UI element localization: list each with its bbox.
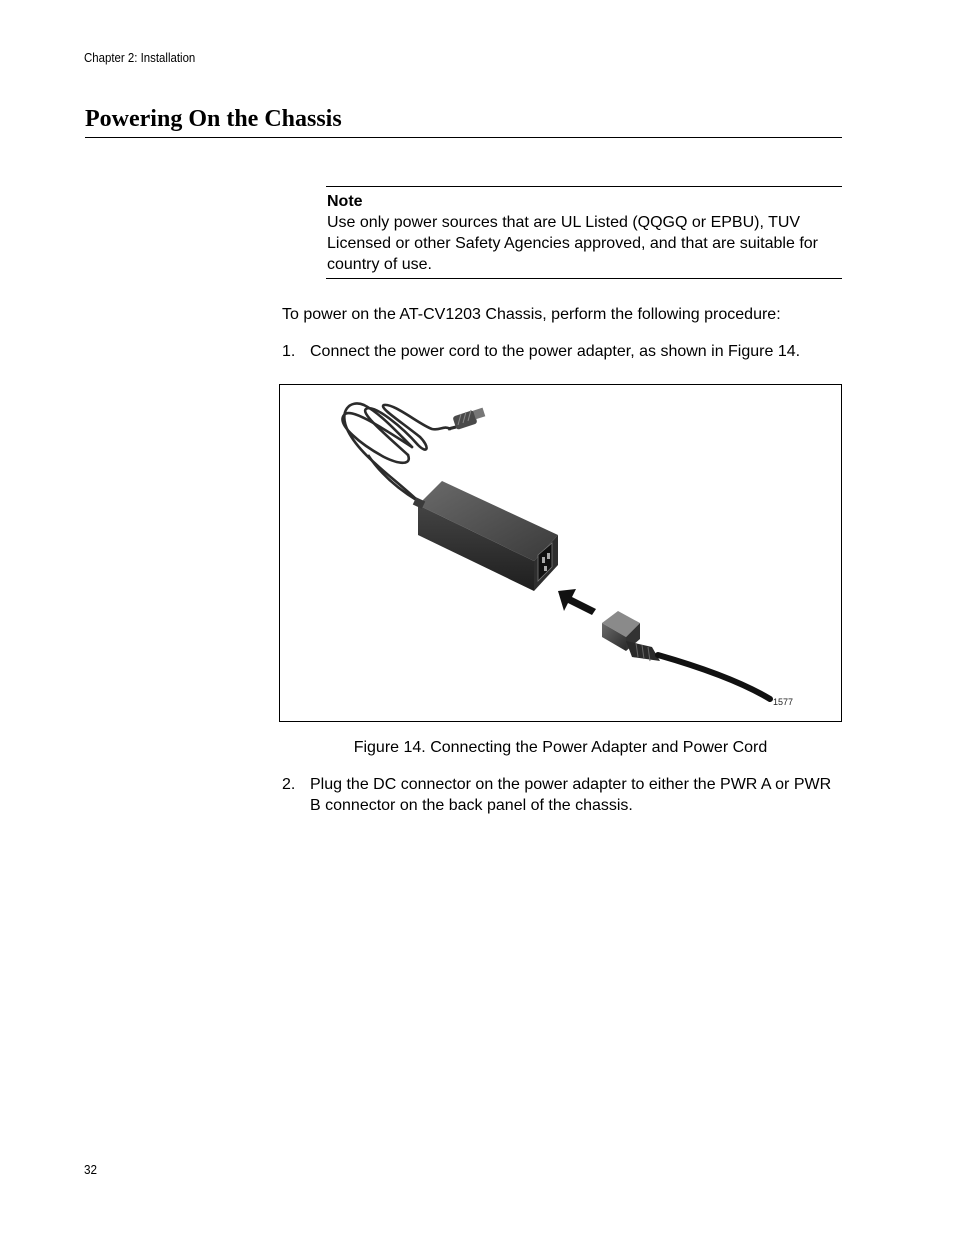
insert-arrow-icon xyxy=(558,589,596,615)
step-2 xyxy=(282,774,842,816)
dc-plug-icon xyxy=(448,408,485,430)
power-adapter-illustration xyxy=(280,385,841,721)
step-number: 1. xyxy=(282,343,296,360)
note-box xyxy=(326,186,842,279)
step-number: 2. xyxy=(282,776,296,793)
step-text: Plug the DC connector on the power adapter to either the PWR A or PWR B connector on the back panel of the chassis. xyxy=(310,776,832,814)
step-text: Connect the power cord to the power adapter, as shown in Figure 14. xyxy=(310,343,801,360)
figure-id-label: 1577 xyxy=(773,697,794,707)
note-heading: Note xyxy=(327,193,363,210)
page-number: 32 xyxy=(84,1162,98,1177)
figure-frame xyxy=(279,384,842,722)
power-adapter-icon xyxy=(413,481,558,591)
ac-cable-icon xyxy=(658,655,770,699)
running-header: Chapter 2: Installation xyxy=(84,50,196,65)
ac-power-plug-icon xyxy=(602,611,660,661)
note-text: Use only power sources that are UL Listed (QQGQ or EPBU), TUV Licensed or other Safety Agencies approved, and that are suitable for country of use. xyxy=(327,214,818,273)
intro-paragraph: To power on the AT-CV1203 Chassis, perform the following procedure: xyxy=(282,306,781,323)
figure-caption: Figure 14. Connecting the Power Adapter and Power Cord xyxy=(353,739,768,756)
section-title: Powering On the Chassis xyxy=(85,106,842,138)
step-1 xyxy=(282,341,842,362)
